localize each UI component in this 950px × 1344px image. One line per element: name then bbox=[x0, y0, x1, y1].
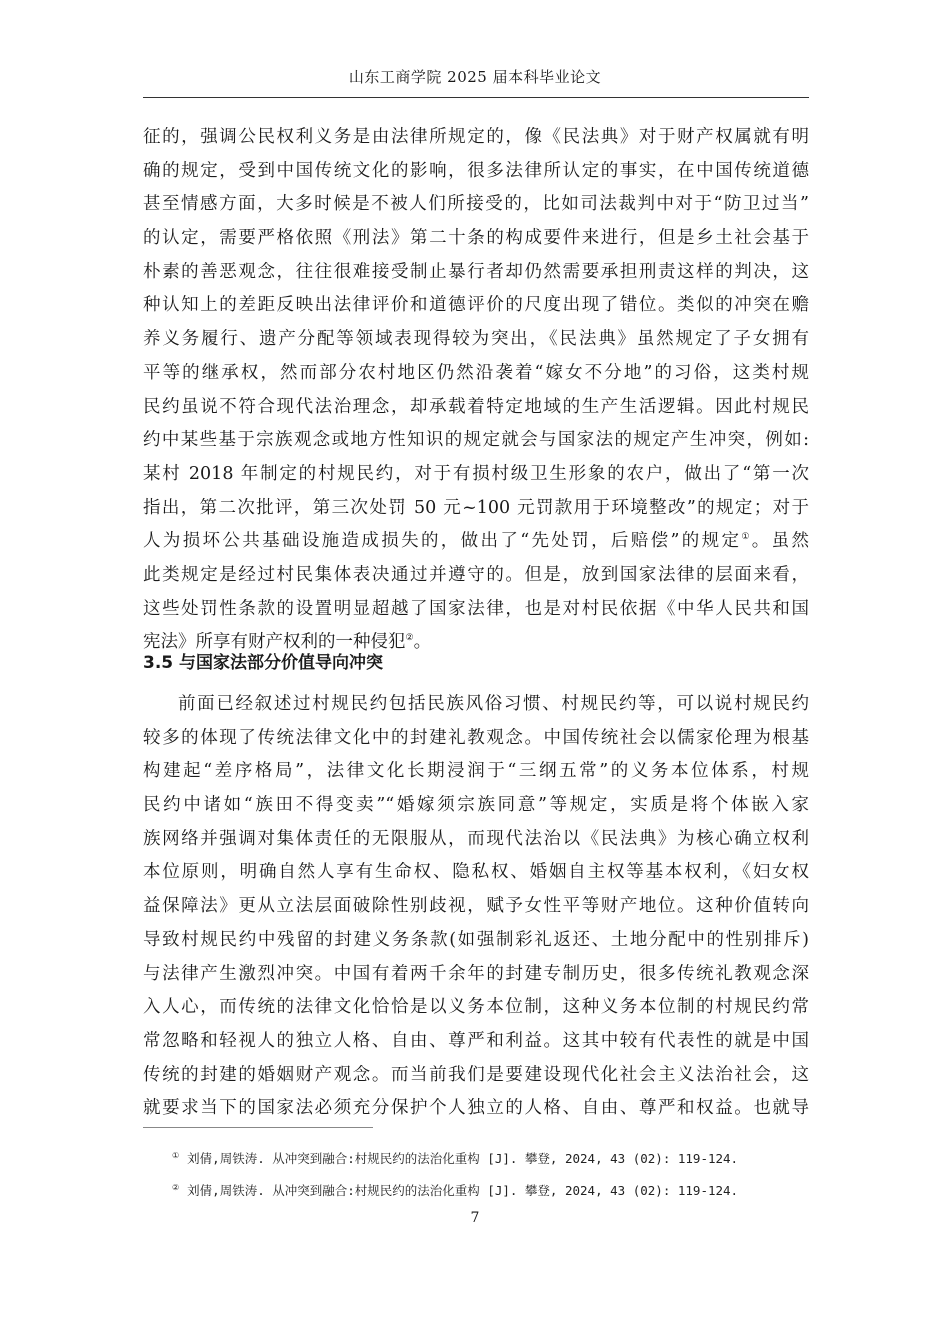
text-line: 养义务履行、遗产分配等领域表现得较为突出，《民法典》虽然规定了子女拥有 bbox=[143, 329, 809, 350]
footnote-rule bbox=[143, 1127, 373, 1128]
header-rule bbox=[143, 97, 809, 98]
text-line: 族网络并强调对集体责任的无限服从，而现代法治以《民法典》为核心确立权利 bbox=[143, 828, 809, 849]
text-line: 本位原则，明确自然人享有生命权、隐私权、婚姻自主权等基本权利，《妇女权 bbox=[143, 862, 809, 883]
text-line: 指出，第二次批评，第三次处罚 50 元~100 元罚款用于环境整改”的规定；对于 bbox=[143, 497, 809, 518]
footnote-1 bbox=[172, 1149, 738, 1167]
text-line: 与法律产生激烈冲突。中国有着两千余年的封建专制历史，很多传统礼教观念深 bbox=[143, 963, 809, 984]
text-line-with-footnote bbox=[143, 525, 809, 559]
text-line: 入人心，而传统的法律文化恰恰是以义务本位制，这种义务本位制的村规民约常 bbox=[143, 997, 809, 1018]
text-line: 种认知上的差距反映出法律评价和道德评价的尺度出现了错位。类似的冲突在赡 bbox=[143, 295, 809, 316]
section-heading: 3.5 与国家法部分价值导向冲突 bbox=[143, 653, 384, 673]
line-text: 宪法》所享有财产权利的一种侵犯 bbox=[143, 632, 406, 653]
text-line: 此类规定是经过村民集体表决通过并遵守的。但是，放到国家法律的层面来看， bbox=[143, 564, 809, 585]
footnote-text: 刘倩,周铁涛. 从冲突到融合:村规民约的法治化重构 [J]. 攀登, 2024, 43 (02): 119-124. bbox=[187, 1183, 739, 1198]
text-line: 征的，强调公民权利义务是由法律所规定的，像《民法典》对于财产权属就有明 bbox=[143, 127, 809, 147]
text-line: 民约虽说不符合现代法治理念，却承载着特定地域的生产生活逻辑。因此村规民 bbox=[143, 396, 809, 417]
text-line: 的认定，需要严格依照《刑法》第二十条的构成要件来进行，但是乡土社会基于 bbox=[143, 228, 809, 249]
page-number: 7 bbox=[470, 1210, 480, 1226]
text-line: 民约中诸如“族田不得变卖”“婚嫁须宗族同意”等规定，实质是将个体嵌入家 bbox=[143, 795, 809, 816]
line-tail: 。虽然 bbox=[751, 531, 809, 552]
footnote-ref-1[interactable]: ① bbox=[741, 532, 752, 543]
footnote-2 bbox=[172, 1181, 738, 1199]
line-text: 人为损坏公共基础设施造成损失的，做出了“先处罚，后赔偿”的规定 bbox=[143, 531, 742, 552]
text-line: 益保障法》更从立法层面破除性别歧视，赋予女性平等财产地位。这种价值转向 bbox=[143, 896, 809, 917]
text-line: 朴素的善恶观念，往往很难接受制止暴行者却仍然需要承担刑责这样的判决，这 bbox=[143, 261, 809, 282]
paragraph-1 bbox=[143, 121, 809, 660]
text-line: 确的规定，受到中国传统文化的影响，很多法律所认定的事实，在中国传统道德 bbox=[143, 160, 809, 181]
footnote-text: 刘倩,周铁涛. 从冲突到融合:村规民约的法治化重构 [J]. 攀登, 2024, 43 (02): 119-124. bbox=[187, 1151, 739, 1166]
page-header: 山东工商学院 2025 届本科毕业论文 bbox=[348, 68, 602, 86]
text-line: 导致村规民约中残留的封建义务条款(如强制彩礼返还、土地分配中的性别排斥) bbox=[143, 929, 809, 950]
text-line: 前面已经叙述过村规民约包括民族风俗习惯、村规民约等，可以说村规民约 bbox=[178, 694, 809, 714]
text-line: 传统的封建的婚姻财产观念。而当前我们是要建设现代化社会主义法治社会，这 bbox=[143, 1064, 809, 1085]
text-line: 某村 2018 年制定的村规民约，对于有损村级卫生形象的农户，做出了“第一次 bbox=[143, 463, 809, 484]
footnote-mark: ② bbox=[172, 1182, 180, 1192]
text-line: 较多的体现了传统法律文化中的封建礼教观念。中国传统社会以儒家伦理为根基 bbox=[143, 727, 809, 748]
footnote-ref-2[interactable]: ② bbox=[405, 633, 414, 644]
text-line: 构建起“差序格局”，法律文化长期浸润于“三纲五常”的义务本位体系，村规 bbox=[143, 761, 809, 782]
text-line: 甚至情感方面，大多时候是不被人们所接受的，比如司法裁判中对于“防卫过当” bbox=[143, 194, 809, 215]
text-line: 这些处罚性条款的设置明显超越了国家法律，也是对村民依据《中华人民共和国 bbox=[143, 598, 809, 619]
text-line: 约中某些基于宗族观念或地方性知识的规定就会与国家法的规定产生冲突，例如: bbox=[143, 430, 809, 451]
text-line: 常忽略和轻视人的独立人格、自由、尊严和利益。这其中较有代表性的就是中国 bbox=[143, 1030, 809, 1051]
paragraph-2 bbox=[143, 688, 809, 1126]
line-tail: 。 bbox=[413, 632, 432, 653]
footnote-mark: ① bbox=[172, 1150, 180, 1160]
text-line: 就要求当下的国家法必须充分保护个人独立的人格、自由、尊严和权益。也就导 bbox=[143, 1098, 809, 1119]
text-line: 平等的继承权，然而部分农村地区仍然沿袭着“嫁女不分地”的习俗，这类村规 bbox=[143, 362, 809, 383]
